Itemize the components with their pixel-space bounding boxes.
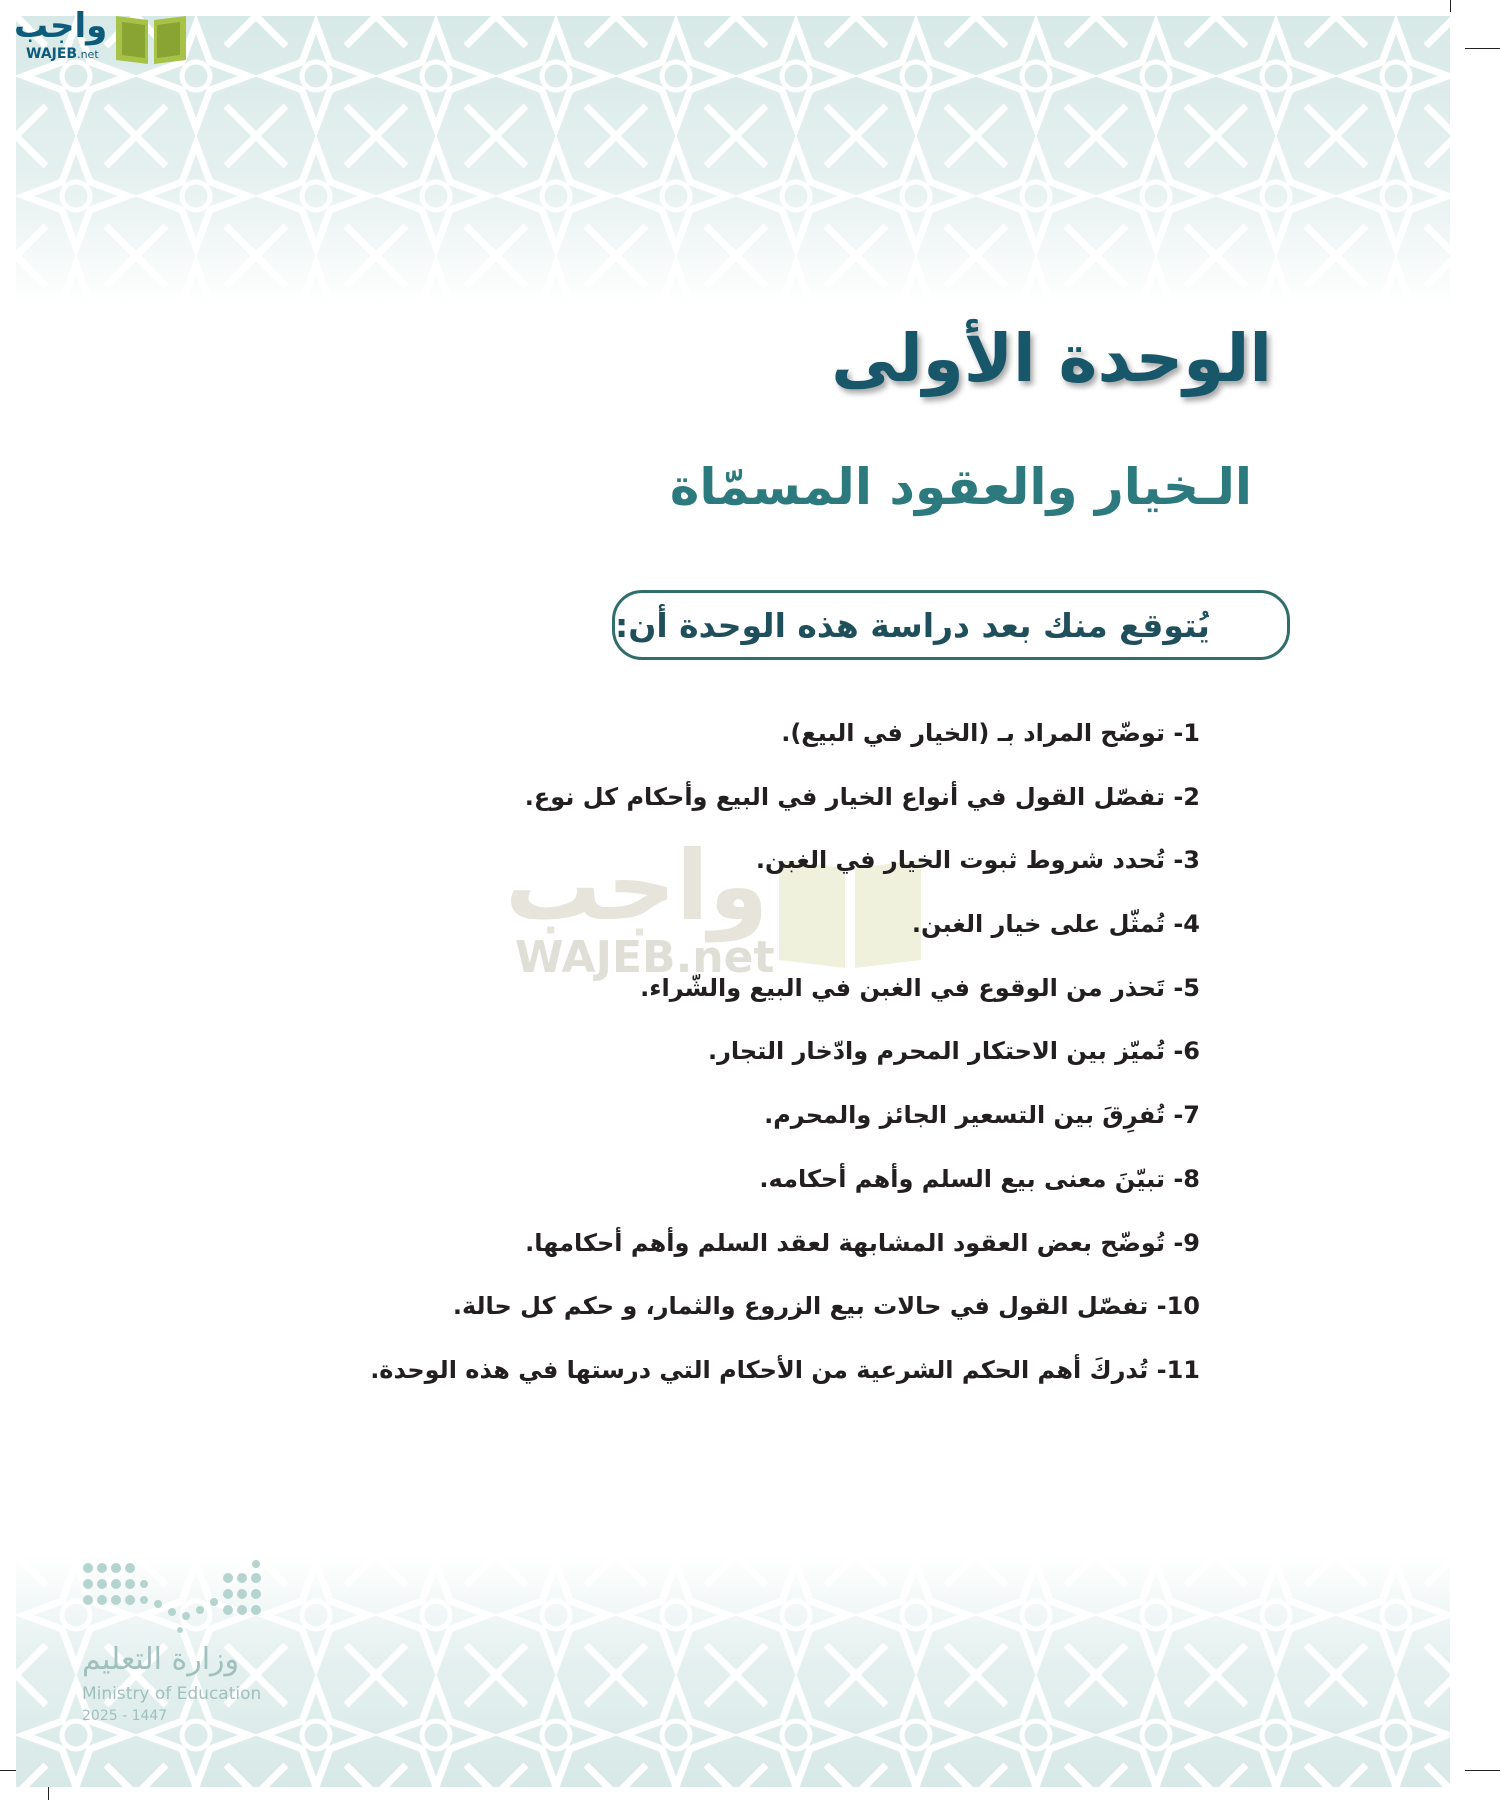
objective-item: 3- تُحدد شروط ثبوت الخيار في الغبن. xyxy=(755,846,1200,875)
ministry-dots-emblem xyxy=(80,1560,270,1640)
watermark-latin: WAJEB.net xyxy=(515,932,775,983)
unit-title: الوحدة الأولى xyxy=(831,320,1272,397)
crop-mark xyxy=(1450,0,1451,12)
wajeb-logo-arabic: واجب xyxy=(14,6,108,46)
objectives-header: يُتوقع منك بعد دراسة هذه الوحدة أن: xyxy=(615,605,1210,645)
objective-item: 2- تفصّل القول في أنواع الخيار في البيع وأحكام كل نوع. xyxy=(524,782,1200,811)
objective-item: 10- تفصّل القول في حالات بيع الزروع والثمار، و حكم كل حالة. xyxy=(452,1292,1200,1321)
wajeb-logo-latin: WAJEB.net xyxy=(26,46,99,62)
objective-item: 1- توضّح المراد بـ (الخيار في البيع). xyxy=(781,719,1200,747)
objective-item: 6- تُميّز بين الاحتكار المحرم وادّخار التجار. xyxy=(707,1037,1200,1066)
ministry-logo xyxy=(80,1560,300,1730)
objectives-header-frame xyxy=(612,590,1290,660)
crop-mark xyxy=(1465,1770,1500,1771)
objective-item: 11- تُدركَ أهم الحكم الشرعية من الأحكام التي درستها في هذه الوحدة. xyxy=(370,1355,1200,1384)
objective-item: 9- تُوضّح بعض العقود المشابهة لعقد السلم وأهم أحكامها. xyxy=(525,1228,1200,1257)
top-pattern-band xyxy=(16,16,1450,306)
ministry-name-english: Ministry of Education xyxy=(82,1684,262,1704)
ministry-name-arabic: وزارة التعليم xyxy=(82,1642,240,1677)
objective-item: 4- تُمثّل على خيار الغبن. xyxy=(911,910,1200,939)
ministry-year: 2025 - 1447 xyxy=(82,1708,168,1724)
unit-subtitle: الـخيار والعقود المسمّاة xyxy=(669,458,1252,516)
objective-item: 5- تَحذر من الوقوع في الغبن في البيع والشّراء. xyxy=(640,973,1200,1002)
objective-item: 8- تبيّنَ معنى بيع السلم وأهم أحكامه. xyxy=(759,1164,1200,1193)
objective-item: 7- تُفرِقَ بين التسعير الجائز والمحرم. xyxy=(764,1101,1200,1130)
watermark-arabic: واجب xyxy=(505,830,769,942)
crop-mark xyxy=(1465,48,1500,49)
book-icon xyxy=(112,8,190,66)
wajeb-logo[interactable] xyxy=(12,6,192,66)
objectives-list xyxy=(300,712,1200,1413)
